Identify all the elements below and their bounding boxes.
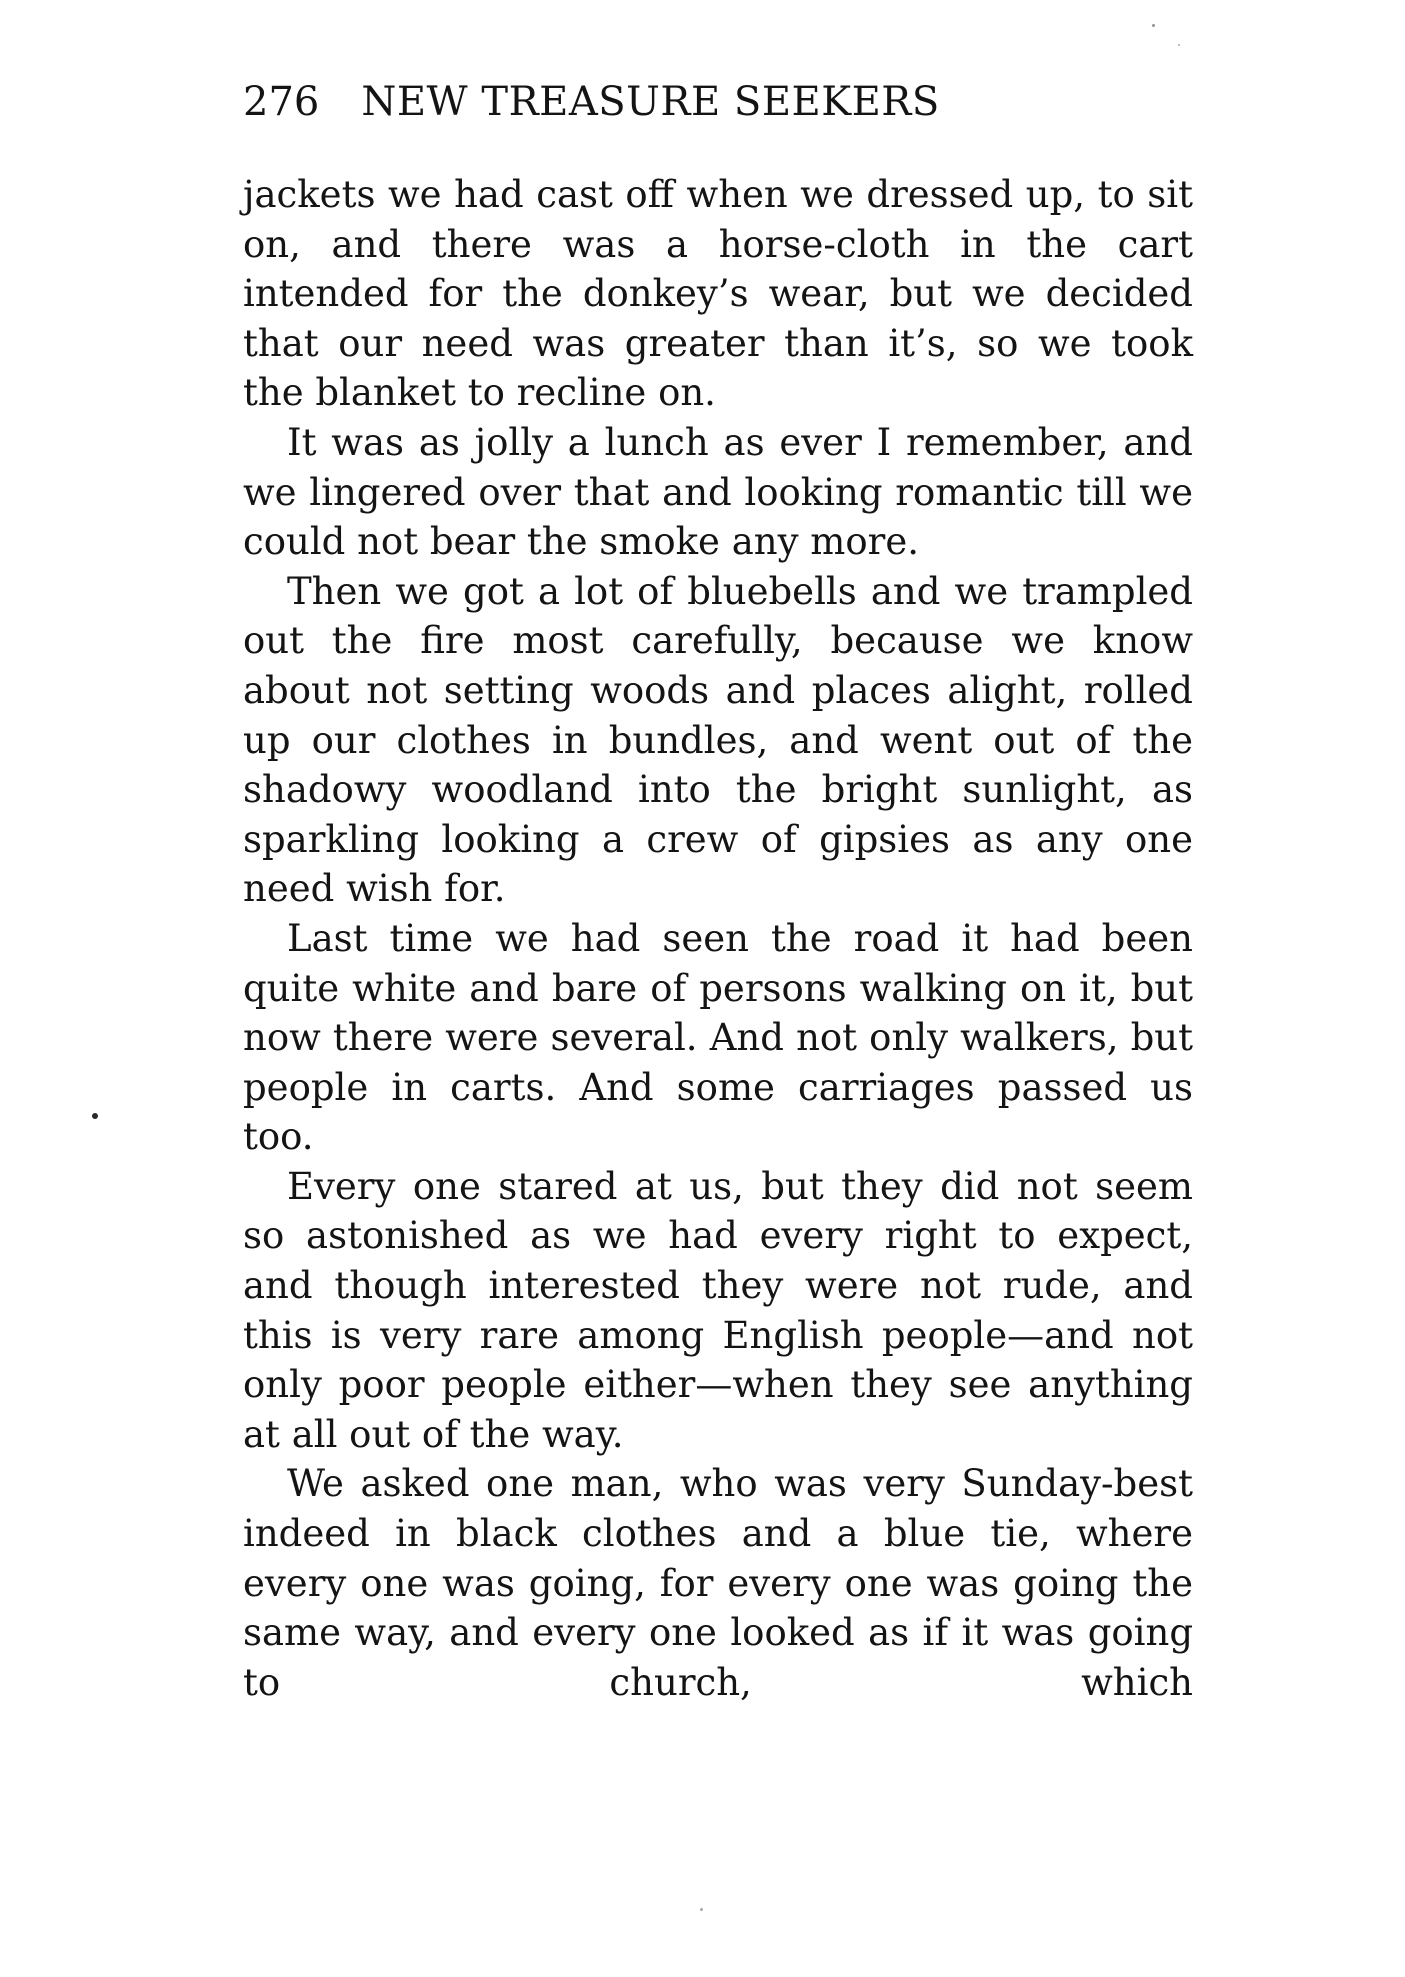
ink-speck (700, 1908, 703, 1911)
paragraph-3: Then we got a lot of bluebells and we trampled out the fire most carefully, because we know about not setting woods and places alight, rolled up our clothes in bundles, and went out of the shadowy woodland into the bright sunlight, as sparkling looking a crew of gipsies as any one need wish for. (243, 569, 1193, 911)
paragraph-2: It was as jolly a lunch as ever I remember, and we lingered over that and looking romantic till we could not bear the smoke any more. (243, 420, 1193, 564)
paragraph-6: We asked one man, who was very Sunday-best indeed in black clothes and a blue tie, where every one was going, for every one was going the same way, and every one looked as if it was going to church, which (243, 1462, 1193, 1704)
running-title: NEW TREASURE SEEKERS (361, 79, 940, 125)
paragraph-5: Every one stared at us, but they did not seem so astonished as we had every right to expect, and though interested they were not rude, and this is very rare among English people—and not only poor people either—when they see anything at all out of the way. (243, 1164, 1193, 1456)
ink-speck (92, 1113, 98, 1119)
ink-speck (1178, 44, 1180, 46)
paragraph-1: jackets we had cast off when we dressed up, to sit on, and there was a horse-cloth in the cart intended for the donkey’s wear, but we decided that our need was greater than it’s, so we took the blanket to recline on. (243, 173, 1193, 415)
paragraph-4: Last time we had seen the road it had been quite white and bare of persons walking on it, but now there were several. And not only walkers, but people in carts. And some carriages passed us too. (243, 916, 1193, 1159)
page-header (243, 74, 1183, 130)
ink-speck (1152, 24, 1155, 27)
page-number: 276 (243, 79, 320, 125)
body-text (243, 170, 1193, 1707)
